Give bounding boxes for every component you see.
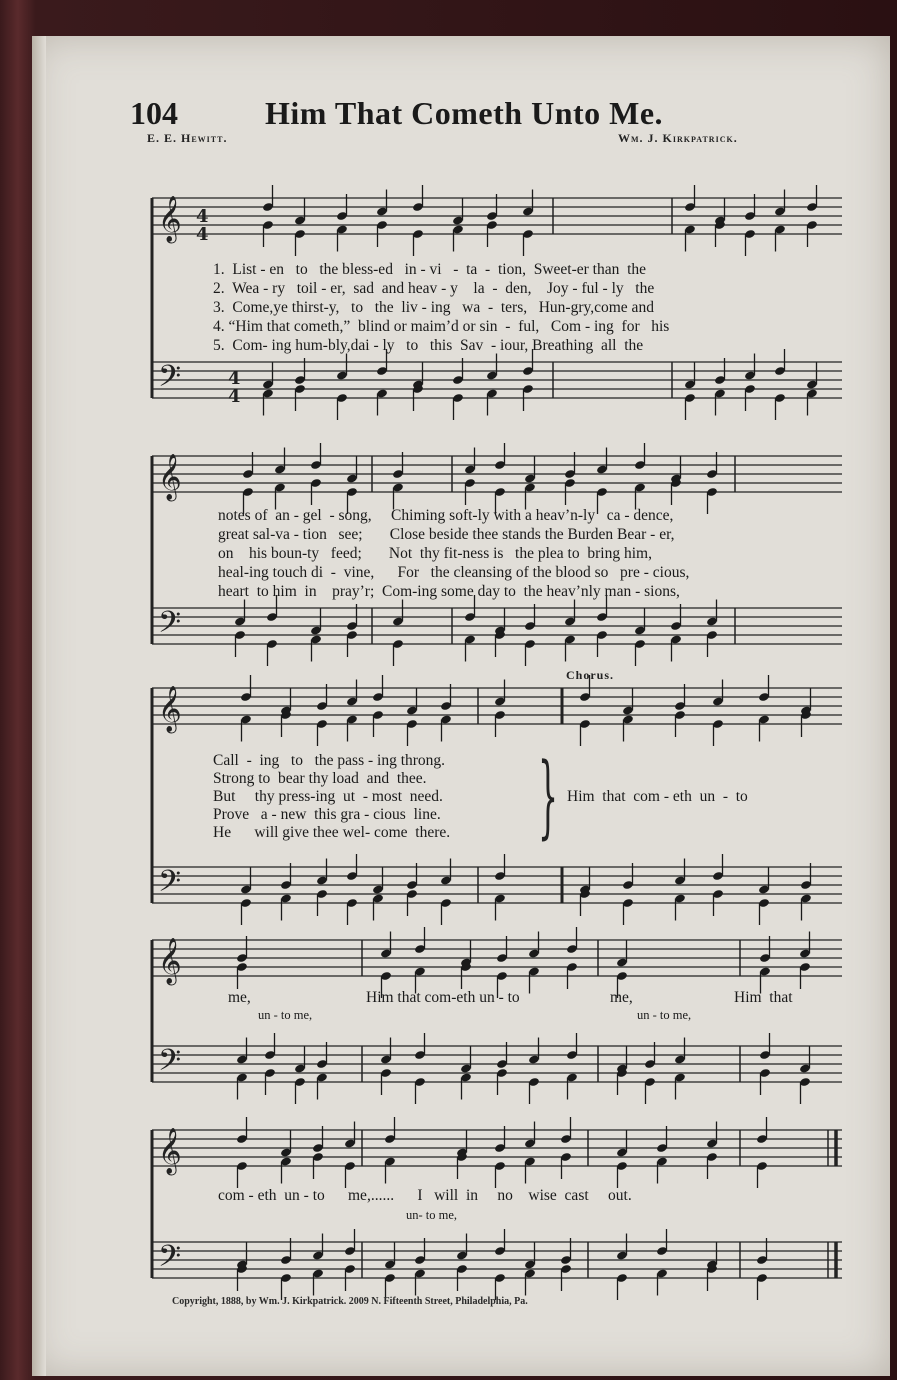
svg-text:𝄢: 𝄢 xyxy=(158,1240,182,1281)
composer-credit: Wm. J. Kirkpatrick. xyxy=(618,131,738,145)
svg-text:𝄞: 𝄞 xyxy=(158,938,182,984)
svg-text:𝄞: 𝄞 xyxy=(158,454,182,500)
verse-line: on his boun-ty feed; Not thy fit-ness is the plea to bring him, xyxy=(218,545,652,562)
treble-staff-4 xyxy=(152,940,842,976)
treble-staff-3 xyxy=(152,688,842,724)
verse-line: heart to him in pray’r; Com-ing some day to the heav’nly man - sions, xyxy=(218,583,680,600)
chorus-label: Chorus. xyxy=(566,668,615,682)
copyright-notice: Copyright, 1888, by Wm. J. Kirkpatrick. 2009 N. Fifteenth Street, Philadelphia, Pa. xyxy=(172,1296,528,1307)
svg-text:𝄞: 𝄞 xyxy=(158,1128,182,1174)
verse-line: Strong to bear thy load and thee. xyxy=(213,770,427,787)
chorus-line-3: com - eth un - to me,...... I will in no wise cast out. xyxy=(218,1187,632,1204)
verse-line: But thy press-ing ut - most need. xyxy=(213,788,443,805)
svg-text:𝄢: 𝄢 xyxy=(158,1044,182,1085)
verse-line: 4. “Him that cometh,” blind or maim’d or sin - ful, Com - ing for his xyxy=(213,318,670,335)
verse-line: great sal-va - tion see; Close beside thee stands the Burden Bear - er, xyxy=(218,526,675,543)
hymn-number: 104 xyxy=(130,95,178,131)
verse-line: Call - ing to the pass - ing throng. xyxy=(213,752,446,769)
verse-line: 1. List - en to the bless-ed in - vi - ta - tion, Sweet-er than the xyxy=(213,261,647,278)
chorus-lyric: Him that com-eth un - to xyxy=(366,989,520,1006)
svg-text:𝄢: 𝄢 xyxy=(158,606,182,647)
chorus-lyric: me, xyxy=(228,989,251,1006)
svg-text:𝄢: 𝄢 xyxy=(158,360,182,401)
verse-line: 2. Wea - ry toil - er, sad and heav - y la - den, Joy - ful - ly the xyxy=(213,280,655,297)
verse-brace: } xyxy=(538,744,559,849)
bass-staff-5 xyxy=(152,1242,842,1278)
verse-line: Prove a - new this gra - cious line. xyxy=(213,806,441,823)
hymn-title: Him That Cometh Unto Me. xyxy=(265,95,664,131)
treble-staff-2 xyxy=(152,456,842,492)
verse-line: heal-ing touch di - vine, For the cleansing of the blood so pre - cious, xyxy=(218,564,690,581)
alto-lyric: un- to me, xyxy=(406,1208,458,1222)
svg-text:4: 4 xyxy=(228,368,241,389)
lyricist-credit: E. E. Hewitt. xyxy=(147,131,228,145)
alto-lyric: un - to me, xyxy=(637,1008,692,1022)
chorus-lyric: Him that xyxy=(734,989,793,1006)
svg-text:4: 4 xyxy=(228,386,241,407)
verse-line: He will give thee wel- come there. xyxy=(213,824,451,841)
svg-text:4: 4 xyxy=(196,206,209,227)
verse-line: 5. Com- ing hum-bly,dai - ly to this Sav - iour, Breathing all the xyxy=(213,337,644,354)
svg-text:𝄢: 𝄢 xyxy=(158,865,182,906)
chorus-line-1: Him that com - eth un - to xyxy=(567,788,748,805)
verse-line: notes of an - gel - song, Chiming soft-ly with a heav’n-ly ca - dence, xyxy=(218,507,674,524)
svg-text:𝄞: 𝄞 xyxy=(158,686,182,732)
verse-line: 3. Come,ye thirst-y, to the liv - ing wa - ters, Hun-gry,come and xyxy=(213,299,654,316)
chorus-lyric: me, xyxy=(610,989,633,1006)
alto-lyric: un - to me, xyxy=(258,1008,313,1022)
svg-text:4: 4 xyxy=(196,224,209,245)
svg-text:𝄞: 𝄞 xyxy=(158,196,182,242)
bass-staff-2 xyxy=(152,608,842,644)
